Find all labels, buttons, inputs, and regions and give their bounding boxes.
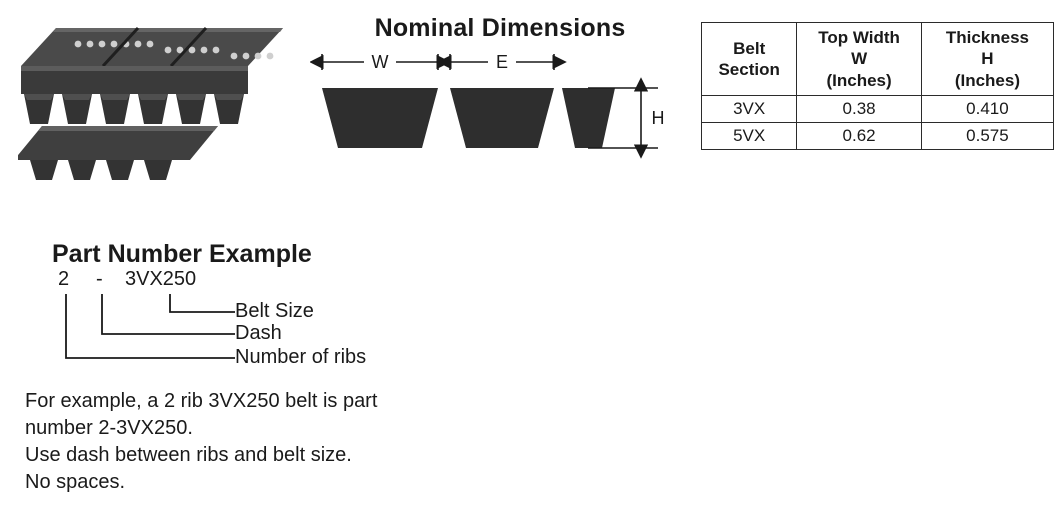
example-line-2: number 2-3VX250. [25,417,193,439]
pn-callout-belt-size: Belt Size [235,300,314,322]
pn-token-ribs: 2 [58,268,70,290]
table-row [702,95,1054,122]
belt-cross-section [322,88,615,148]
example-paragraph [25,388,465,496]
belt-top-face [21,28,283,66]
part-number-breakdown-figure [30,266,450,381]
cell-thickness: 0.575 [921,122,1053,149]
pn-callout-dash: Dash [235,322,282,344]
cell-belt-section: 3VX [702,95,797,122]
pn-token-dash: - [96,268,103,290]
table-row [702,122,1054,149]
dimension-w-label: W [371,52,389,72]
belt-illustration [18,8,308,188]
belt-front-face [21,66,248,94]
table-header-belt-section: Belt Section [702,23,797,96]
example-line-1: For example, a 2 rib 3VX250 belt is part [25,390,378,412]
dimension-h-label: H [651,108,665,128]
cell-top-width: 0.38 [797,95,921,122]
table-header-thickness: Thickness H (Inches) [921,23,1053,96]
nominal-dimensions-figure [310,48,680,178]
nominal-dimensions-title: Nominal Dimensions [374,14,626,42]
belt-cog-teeth [24,94,244,124]
pn-token-size: 3VX250 [125,268,197,290]
belt-lower-band [18,126,218,180]
pn-callout-number-of-ribs: Number of ribs [235,346,367,368]
cell-thickness: 0.410 [921,95,1053,122]
cell-belt-section: 5VX [702,122,797,149]
part-number-example-title: Part Number Example [52,240,312,268]
example-line-3: Use dash between ribs and belt size. [25,444,352,466]
belt-dimensions-table [701,22,1054,150]
table-header-top-width: Top Width W (Inches) [797,23,921,96]
example-line-4: No spaces. [25,471,126,493]
table-header-row [702,23,1054,96]
cell-top-width: 0.62 [797,122,921,149]
dimension-e-label: E [495,52,509,72]
